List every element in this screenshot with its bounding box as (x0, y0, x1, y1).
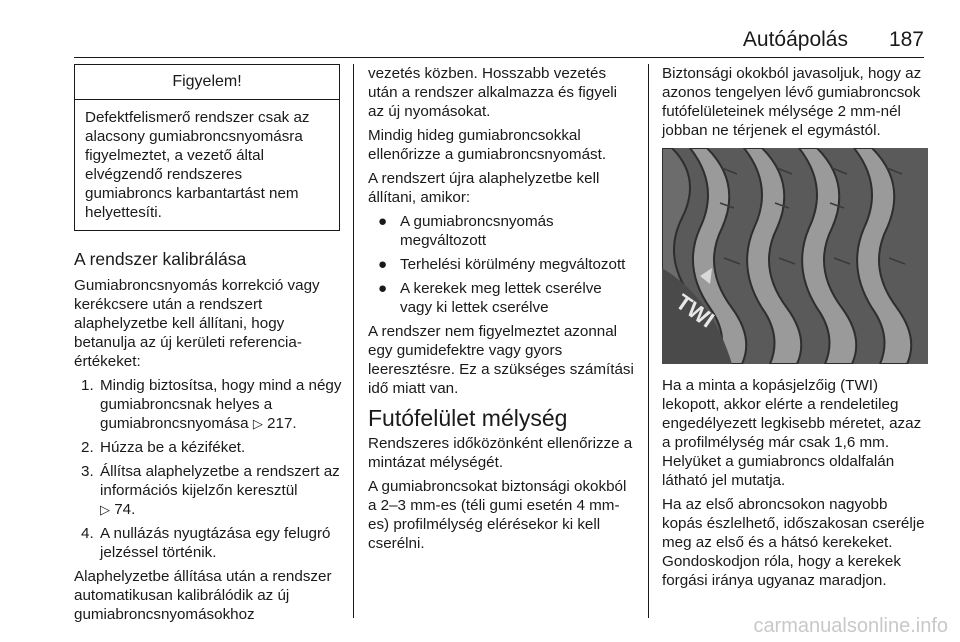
tread-para-4: Ha a minta a kopásjelzőig (TWI) lekopott, akkor elérte a rendeletileg engedélyezett legkisebb méretet, azaz a profilmélység már csak 1,6 mm. Helyüket a gumiabroncs oldalfalán látható jel mutatja. (662, 377, 922, 489)
list-item (74, 462, 344, 519)
step-text: Húzza be a kéziféket. (100, 439, 246, 456)
list-item (368, 279, 636, 317)
step-number: 3. (81, 463, 94, 480)
column-2 (368, 64, 636, 558)
reset-when: A rendszert újra alaphelyzetbe kell állítani, amikor: (368, 170, 600, 206)
tread-para-5: Ha az első abroncsokon nagyobb kopás észlelhető, időszakosan cserélje meg az első és a hátsó kerekeket. Gondoskodjon róla, hogy a kerekek forgási iránya ugyanaz maradjon. (662, 496, 925, 589)
section-title: Autóápolás (742, 28, 848, 51)
list-item (74, 438, 344, 457)
cold-tires-note: Mindig hideg gumiabroncsokkal ellenőrizze a gumiabroncsnyomást. (368, 127, 607, 163)
bullet-text: A gumiabroncsnyomás megváltozott (400, 213, 554, 249)
page-reference-icon: ▷ (252, 416, 263, 431)
bullet-icon: ● (378, 213, 388, 230)
list-item (368, 255, 636, 274)
list-item (368, 212, 636, 250)
calibration-heading: A rendszer kalibrálása (74, 249, 247, 269)
calibration-outro: Alaphelyzetbe állítása után a rendszer automatikusan kalibrálódik az új gumiabroncsnyomásokhoz (74, 568, 332, 623)
step-number: 4. (81, 525, 94, 542)
column-1 (74, 64, 344, 629)
step-number: 2. (81, 439, 94, 456)
page-reference[interactable]: 217. (267, 415, 297, 432)
bullet-icon: ● (378, 280, 388, 297)
page-reference[interactable]: 74. (114, 501, 136, 518)
warning-title: Figyelem! (75, 65, 339, 100)
twi-marker-label: TWI (671, 288, 719, 333)
column-3 (662, 64, 928, 595)
tire-tread-illustration (662, 148, 928, 364)
no-warning-note: A rendszer nem figyelmeztet azonnal egy gumidefektre vagy gyors leeresztésre. Ez a szükséges számítási idő miatt van. (368, 323, 634, 397)
tread-heading: Futófelület mélység (368, 405, 568, 431)
watermark: carmanualsonline.info (753, 615, 948, 637)
tread-para-2: A gumiabroncsokat biztonsági okokból a 2–3 mm-es (téli gumi esetén 4 mm-es) profilmélység elérésekor ki kell cserélni. (368, 478, 627, 552)
header-divider (74, 57, 924, 58)
step-text: A nullázás nyugtázása egy felugró jelzéssel történik. (100, 525, 331, 561)
column-divider-2 (648, 64, 649, 618)
calibration-outro-cont: vezetés közben. Hosszabb vezetés után a rendszer alkalmazza és figyeli az új nyomásokat. (368, 65, 618, 120)
calibration-intro: Gumiabroncsnyomás korrekció vagy kerékcsere után a rendszert alaphelyzetbe kell állítani, hogy betanulja az új kerületi referencia-értékeket: (74, 277, 320, 370)
page-reference-icon: ▷ (100, 502, 110, 517)
step-text: Állítsa alaphelyzetbe a rendszert az információs kijelzőn keresztül (100, 463, 340, 499)
page-number: 187 (888, 28, 924, 51)
tread-para-1: Rendszeres időközönként ellenőrizze a mintázat mélységét. (368, 435, 633, 471)
tread-para-3: Biztonsági okokból javasoljuk, hogy az azonos tengelyen lévő gumiabroncsok futófelületeinek mélysége 2 mm-nél jobban ne térjenek el egymástól. (662, 65, 922, 139)
list-item (74, 376, 344, 433)
step-text: Mindig biztosítsa, hogy mind a négy gumiabroncsnak helyes a gumiabroncsnyomása (100, 377, 342, 432)
warning-box (74, 64, 340, 231)
reset-conditions (368, 212, 636, 317)
bullet-text: A kerekek meg lettek cserélve vagy ki lettek cserélve (400, 280, 602, 316)
bullet-icon: ● (378, 256, 388, 273)
warning-text: Defektfelismerő rendszer csak az alacsony gumiabroncsnyomásra figyelmeztet, a vezető által elvégzendő rendszeres gumiabroncs karbantartást nem helyettesíti. (85, 109, 310, 221)
bullet-text: Terhelési körülmény megváltozott (400, 256, 626, 273)
step-number: 1. (81, 377, 94, 394)
calibration-steps (74, 376, 344, 562)
column-divider-1 (353, 64, 354, 618)
list-item (74, 524, 344, 562)
